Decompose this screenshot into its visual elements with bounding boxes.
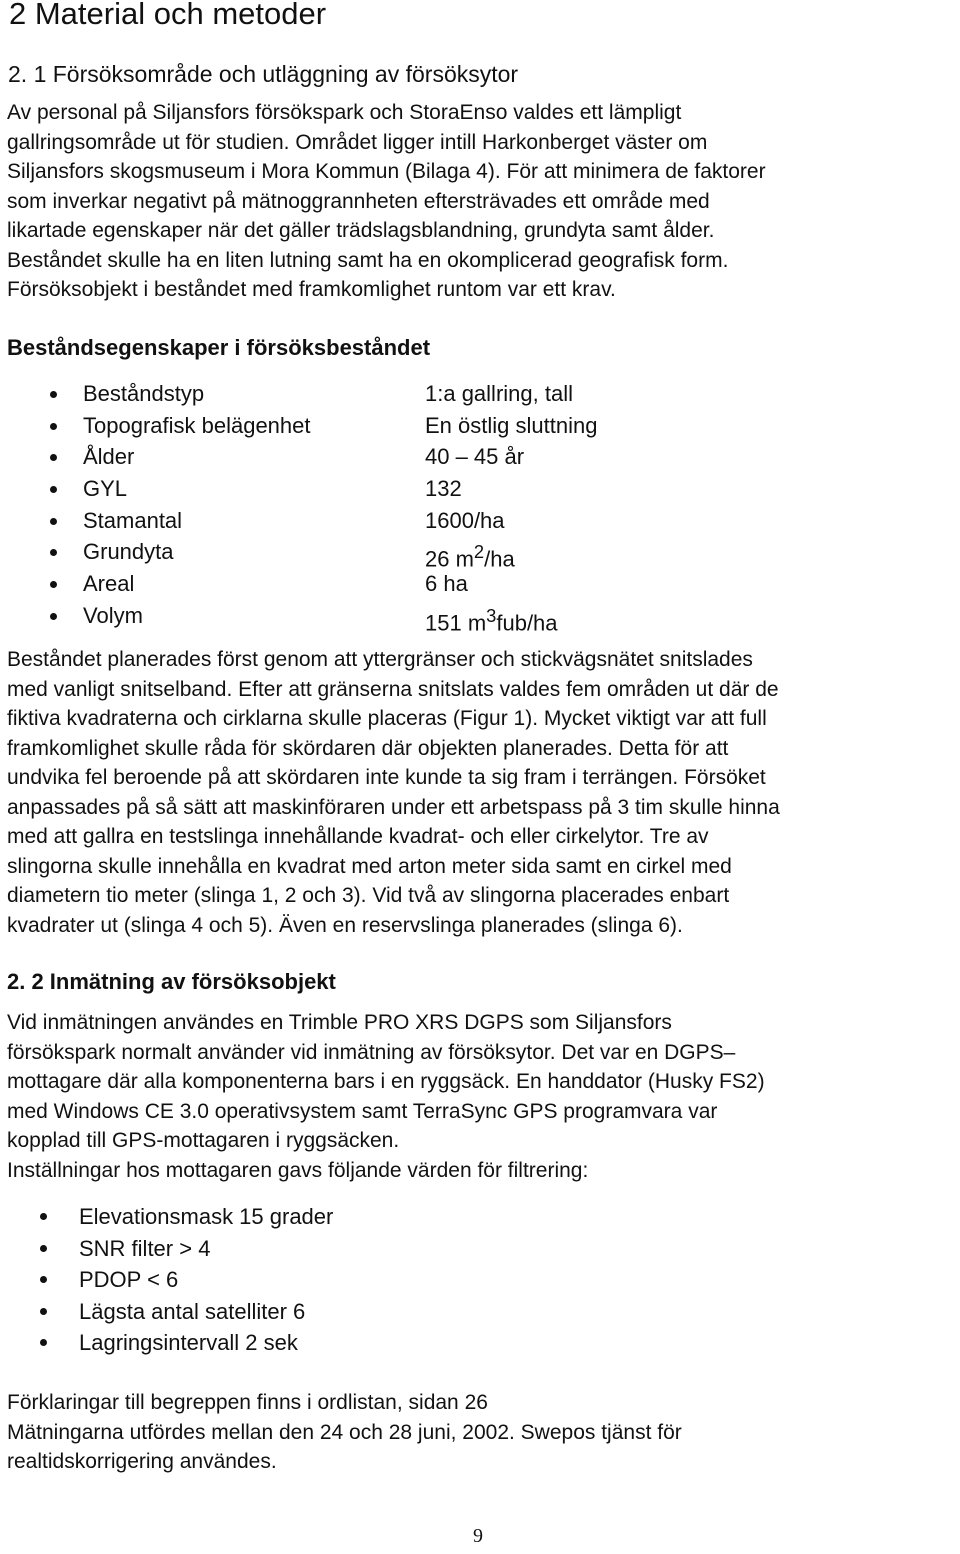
text-line: Beståndet planerades först genom att yttergränser och stickvägsnätet snitslades (7, 648, 753, 671)
property-value: 151 $m^3fub/ha$ (425, 604, 558, 636)
intro-paragraph (7, 98, 957, 305)
bullet-icon (40, 1339, 47, 1346)
bullet-icon (50, 518, 57, 525)
superscript: 2 (473, 541, 485, 563)
text-line: realtidskorrigering användes. (7, 1450, 277, 1473)
property-value: 132 (425, 476, 462, 502)
filter-setting: Lagringsintervall 2 sek (79, 1330, 298, 1355)
superscript: 3 (486, 604, 497, 626)
planning-paragraph (7, 645, 960, 940)
measurement-paragraph (7, 1008, 957, 1185)
property-label: Volym (83, 602, 143, 628)
text-line: Beståndet skulle ha en liten lutning samt ha en okomplicerad geografisk form. (7, 248, 729, 272)
section-heading-2-2: 2. 2 Inmätning av försöksobjekt (7, 969, 336, 994)
text-line: diametern tio meter (slinga 1, 2 och 3). Vid två av slingorna placerades enbart (7, 884, 730, 907)
text-line: anpassades på så sätt att maskinföraren under ett arbetspass på 3 tim skulle hinna (7, 795, 780, 819)
bullet-icon (50, 423, 57, 430)
text-line: slingorna skulle innehålla en kvadrat med arton meter sida samt en cirkel med (7, 854, 732, 878)
property-label: GYL (83, 476, 128, 502)
text-line: Försöksobjekt i beståndet med framkomlighet runtom var ett krav. (7, 278, 616, 301)
filter-setting: Elevationsmask 15 grader (79, 1204, 334, 1229)
property-label: Ålder (83, 444, 135, 470)
property-value: En östlig sluttning (425, 412, 598, 438)
property-label: Topografisk belägenhet (83, 412, 311, 438)
text-line: framkomlighet skulle råda för skördaren där objekten planerades. Detta för att (7, 736, 729, 760)
text-line: Förklaringar till begreppen finns i ordlistan, sidan 26 (7, 1391, 488, 1414)
stand-properties-heading: Beståndsegenskaper i försöksbeståndet (7, 335, 431, 360)
property-value: 1600/ha (425, 507, 505, 533)
filter-setting: SNR filter > 4 (79, 1235, 211, 1261)
text-line: Mätningarna utfördes mellan den 24 och 28 juni, 2002. Swepos tjänst för (7, 1420, 682, 1444)
bullet-icon (40, 1245, 47, 1252)
bullet-icon (50, 454, 57, 461)
text-line: kopplad till GPS-mottagaren i ryggsäcken. (7, 1129, 400, 1152)
bullet-icon (50, 613, 57, 620)
bullet-icon (50, 391, 57, 398)
text-line: kvadrater ut (slinga 4 och 5). Även en reservslinga planerades (slinga 6). (7, 913, 683, 937)
property-value: 26 $m^2/ha$ (425, 541, 515, 572)
property-label: Stamantal (83, 507, 183, 533)
text-line: gallringsområde ut för studien. Området ligger intill Harkonberget väster om (7, 130, 708, 154)
text-line: Av personal på Siljansfors försökspark och StoraEnso valdes ett lämpligt (7, 101, 682, 124)
bullet-icon (40, 1213, 47, 1220)
property-label: Beståndstyp (83, 381, 205, 406)
bullet-icon (50, 486, 57, 493)
text-line: likartade egenskaper när det gäller trädslagsblandning, grundyta samt ålder. (7, 219, 715, 242)
property-label: Areal (83, 571, 135, 597)
bullet-icon (50, 581, 57, 588)
text-line: Inställningar hos mottagaren gavs följande värden för filtrering: (7, 1158, 589, 1182)
text-line: med vanligt snitselband. Efter att gränserna snitslats valdes fem områden ut där de (7, 677, 779, 701)
section-heading-2-1: 2. 1 Försöksområde och utläggning av försöksytor (8, 61, 519, 87)
bullet-icon (40, 1276, 47, 1283)
text-line: mottagare där alla komponenterna bars i en ryggsäck. En handdator (Husky FS2) (7, 1070, 765, 1093)
filter-setting: PDOP < 6 (79, 1267, 179, 1292)
text-line: försökspark normalt använder vid inmätning av försöksytor. Det var en DGPS– (7, 1040, 736, 1064)
text-line: undvika fel beroende på att skördaren inte kunde ta sig fram i terrängen. Försöket (7, 766, 766, 789)
text-line: med att gallra en testslinga innehållande kvadrat- och eller cirkelytor. Tre av (7, 825, 709, 848)
text-line: fiktiva kvadraterna och cirklarna skulle placeras (Figur 1). Mycket viktigt var att full (7, 707, 767, 730)
text-line: Siljansfors skogsmuseum i Mora Kommun (Bilaga 4). För att minimera de faktorer (7, 160, 766, 183)
property-value: 40 – 45 år (425, 444, 525, 470)
filter-setting: Lägsta antal satelliter 6 (79, 1298, 306, 1324)
bullet-icon (40, 1308, 47, 1315)
bullet-icon (50, 549, 57, 556)
text-line: Vid inmätningen användes en Trimble PRO XRS DGPS som Siljansfors (7, 1011, 672, 1034)
closing-paragraph (7, 1388, 957, 1477)
chapter-heading: 2 Material och metoder (9, 0, 327, 31)
property-value: 1:a gallring, tall (425, 381, 573, 406)
property-value: 6 ha (425, 571, 468, 597)
text-line: som inverkar negativt på mätnoggrannheten eftersträvades ett område med (7, 189, 710, 213)
page-number: 9 (473, 1525, 483, 1547)
text-line: med Windows CE 3.0 operativsystem samt TerraSync GPS programvara var (7, 1099, 718, 1123)
property-label: Grundyta (83, 539, 174, 565)
